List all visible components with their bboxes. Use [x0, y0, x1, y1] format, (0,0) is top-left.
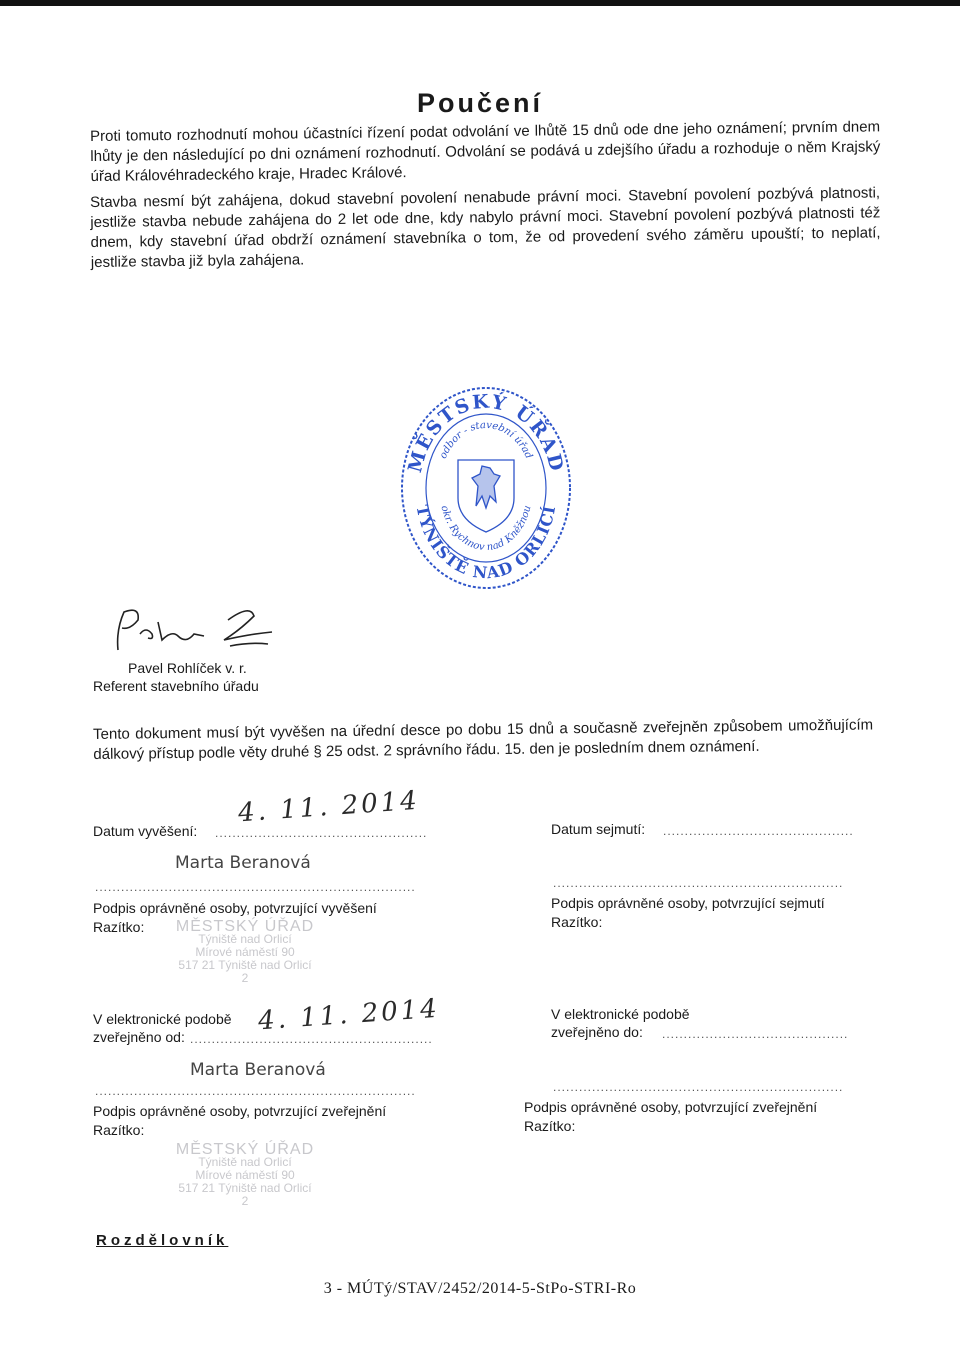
permit-validity-paragraph: Stavba nesmí být zahájena, dokud stavební povolení nenabude právní moci. Stavební povolení pozbývá platnosti, jestliže stavba nebude zahájena do 2 let ode dne, kdy nabylo právní moci. Stavební povolení pozbývá platnosti též dnem, kdy stavební úřad obdrží oznámení stavebníka o tom, že od provedení svého záměru upouští; to neplatí, jestliže stavba již byla zahájena. — [90, 184, 881, 271]
office-stamp-line: Týniště nad Orlicí — [198, 1155, 292, 1169]
published-to-label: zveřejněno do: — [551, 1024, 643, 1040]
published-from-label: zveřejněno od: — [93, 1029, 185, 1045]
published-name-stamp: Marta Beranová — [190, 1060, 326, 1080]
distribution-heading: Rozdělovník — [96, 1232, 229, 1249]
seal-outer-text: MĚSTSKÝ ÚŘAD — [403, 390, 568, 475]
office-stamp-line: 517 21 Týniště nad Orlicí — [178, 1181, 312, 1195]
posted-name-stamp: Marta Beranová — [175, 853, 311, 873]
posted-date-dots: ................................................. — [215, 826, 428, 840]
published-to-sign-dots: ................................................................... — [553, 1080, 844, 1094]
signer-name: Pavel Rohlíček v. r. — [128, 660, 247, 676]
removed-stamp-label: Razítko: — [551, 914, 603, 930]
seal-inner-text-bottom: okr. Rychnov nad Kněžnou — [438, 504, 534, 554]
published-sign-dots: .......................................................................... — [95, 1084, 416, 1098]
electronic-label-left: V elektronické podobě — [93, 1011, 232, 1027]
svg-text:MĚSTSKÝ ÚŘAD — [404, 390, 568, 475]
page-title: Poučení — [416, 88, 544, 118]
published-sign-label: Podpis oprávněné osoby, potvrzující zveřejnění — [93, 1103, 387, 1119]
office-stamp-line: Týniště nad Orlicí — [198, 932, 292, 946]
official-seal — [396, 382, 576, 594]
office-stamp-line: 2 — [241, 971, 249, 985]
removed-date-dots: ............................................ — [663, 824, 854, 838]
removed-sign-dots: ................................................................... — [553, 876, 844, 890]
posted-sign-dots: .......................................................................... — [95, 880, 416, 894]
posting-notice: Tento dokument musí být vyvěšen na úřední desce po dobu 15 dnů a současně zveřejněn způsobem umožňujícím dálkový přístup podle věty druhé § 25 odst. 2 správního řádu. 15. den je posledním dnem oznámení. — [93, 716, 874, 763]
published-to-dots: ........................................... — [662, 1027, 849, 1041]
document-reference: 3 - MÚTý/STAV/2452/2014-5-StPo-STRI-Ro — [323, 1280, 637, 1297]
office-stamp-published — [165, 1143, 325, 1208]
posted-sign-label: Podpis oprávněné osoby, potvrzující vyvěšení — [93, 900, 377, 916]
appeal-paragraph: Proti tomuto rozhodnutí mohou účastníci řízení podat odvolání ve lhůtě 15 dnů ode dne jeho oznámení; prvním dnem lhůty je den následující po dni oznámení rozhodnutí. Odvolání se podává u zdejšího úřadu a rozhoduje o něm Krajský úřad Královéhradeckého kraje, Hradec Králové. — [90, 118, 881, 185]
published-from-dots: ........................................................ — [190, 1032, 433, 1046]
published-from-handwritten: 4. 11. 2014 — [257, 993, 441, 1037]
office-stamp-line: MĚSTSKÝ ÚŘAD — [175, 918, 315, 935]
seal-inner-text: odbor - stavební úřad — [437, 419, 535, 461]
published-stamp-label: Razítko: — [93, 1122, 145, 1138]
removed-sign-label: Podpis oprávněné osoby, potvrzující sejmutí — [551, 895, 825, 911]
top-border — [0, 0, 960, 6]
electronic-label-right: V elektronické podobě — [551, 1006, 690, 1022]
office-stamp-line: MĚSTSKÝ ÚŘAD — [175, 1141, 315, 1158]
published-to-sign-label: Podpis oprávněné osoby, potvrzující zveřejnění — [524, 1099, 818, 1115]
coat-of-arms-icon — [458, 460, 514, 532]
removed-date-label: Datum sejmutí: — [551, 821, 646, 837]
published-to-stamp-label: Razítko: — [524, 1118, 576, 1134]
seal-outer-text-bottom: TÝNIŠTĚ NAD ORLICÍ — [412, 503, 560, 583]
signer-role: Referent stavebního úřadu — [93, 678, 259, 694]
posted-stamp-label: Razítko: — [93, 919, 145, 935]
svg-text:okr. Rychnov nad Kněžnou — [438, 504, 533, 553]
office-stamp-line: 2 — [241, 1194, 249, 1208]
posted-date-handwritten: 4. 11. 2014 — [237, 785, 421, 829]
office-stamp-line: Mírové náměstí 90 — [195, 1168, 295, 1182]
posted-date-label: Datum vyvěšení: — [93, 823, 198, 839]
office-stamp-line: Mírové náměstí 90 — [195, 945, 295, 959]
office-stamp-posted — [165, 920, 325, 985]
office-stamp-line: 517 21 Týniště nad Orlicí — [178, 958, 312, 972]
handwritten-signature — [100, 600, 290, 660]
